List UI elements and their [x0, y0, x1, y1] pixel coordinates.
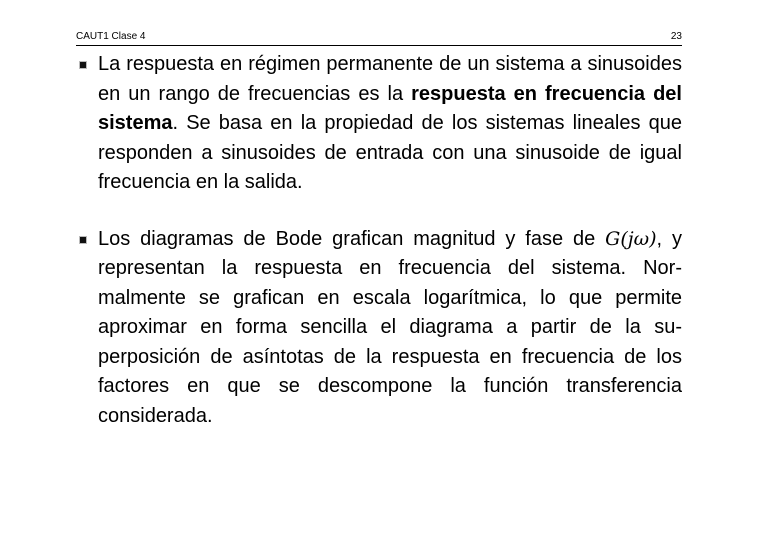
bold-term: respuesta en frecuencia del sistema	[98, 82, 682, 134]
bullet-text-end: . Se basa en la propiedad de los sistemas lineales que responden a sinusoides de entrada con una sinusoide de igual frecuencia en la salida.	[98, 112, 682, 193]
course-title: CAUT1 Clase 4	[76, 31, 146, 42]
square-bullet-icon	[79, 61, 87, 69]
header-divider	[76, 45, 682, 46]
bullet-text	[98, 225, 682, 432]
slide-header	[76, 30, 682, 44]
square-bullet-icon	[79, 236, 87, 244]
bullet-text-start: La respuesta en régimen permanente de un sistema a sinusoides en un rango de frecuencias es la	[98, 53, 682, 105]
bullet-text-start: Los diagramas de Bode grafican magnitud y fase de	[98, 227, 606, 250]
page-number: 23	[670, 31, 682, 42]
bullet-text	[98, 50, 682, 198]
bullet-item-frequency-response	[76, 50, 682, 198]
bullet-list	[76, 50, 682, 431]
bullet-item-bode-diagrams	[76, 225, 682, 432]
math-expression: G(jω)	[605, 227, 657, 250]
bullet-text-end: , y representan la respuesta en frecuencia del sistema. Normalmente se grafican en escala logarítmica, lo que permite aproximar en forma sencilla el diagrama a partir de la superposición de asíntotas de la respuesta en frecuencia de los factores en que se descompone la función transferencia considerada.	[98, 227, 682, 427]
